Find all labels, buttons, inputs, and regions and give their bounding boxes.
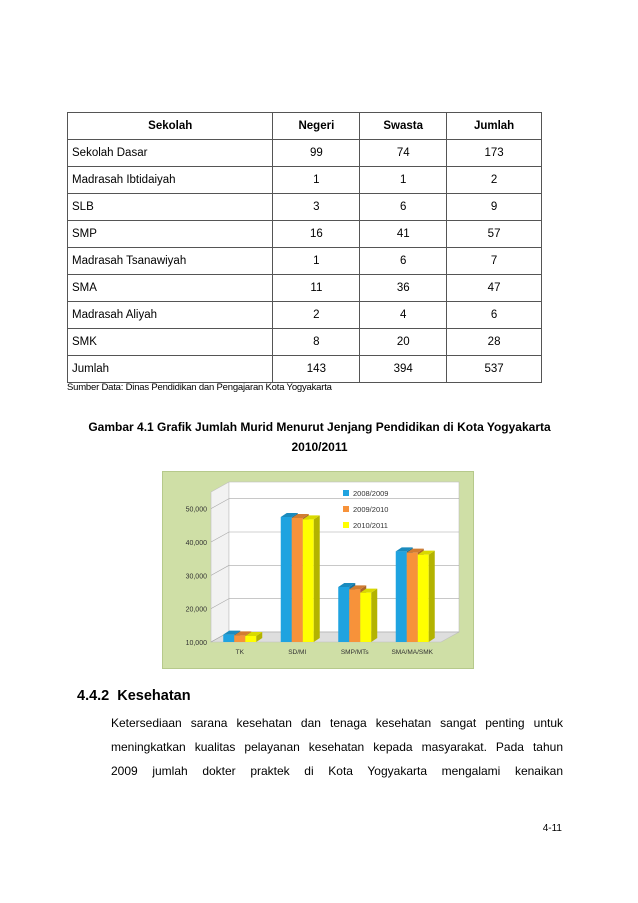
- swasta-cell: 6: [360, 194, 447, 221]
- school-type-cell: Jumlah: [68, 356, 273, 383]
- table-body: [68, 140, 542, 383]
- chart-canvas: [163, 472, 473, 668]
- header-jumlah: Jumlah: [447, 113, 542, 140]
- swasta-cell: 20: [360, 329, 447, 356]
- jumlah-cell: 47: [447, 275, 542, 302]
- bar-sma-ma-smk-2009-2010: [407, 553, 418, 642]
- negeri-cell: 8: [273, 329, 360, 356]
- negeri-cell: 99: [273, 140, 360, 167]
- bar-tk-2009-2010: [234, 635, 245, 642]
- table-row: [68, 275, 542, 302]
- jumlah-cell: 7: [447, 248, 542, 275]
- bar-sd-mi-2009-2010: [292, 518, 303, 642]
- bar-tk-2008-2009: [223, 635, 234, 642]
- swasta-cell: 74: [360, 140, 447, 167]
- figure-caption-year: 2010/2011: [291, 440, 348, 454]
- section-number: 4.4.2: [77, 688, 110, 704]
- negeri-cell: 11: [273, 275, 360, 302]
- legend-label: 2009/2010: [353, 505, 389, 514]
- header-sekolah: Sekolah: [68, 113, 273, 140]
- swasta-cell: 6: [360, 248, 447, 275]
- bar-side: [314, 515, 320, 642]
- legend-label: 2008/2009: [353, 489, 389, 498]
- y-tick-label: 30,000: [185, 573, 207, 581]
- school-type-cell: Madrasah Ibtidaiyah: [68, 167, 273, 194]
- negeri-cell: 2: [273, 302, 360, 329]
- school-type-cell: Madrasah Tsanawiyah: [68, 248, 273, 275]
- swasta-cell: 36: [360, 275, 447, 302]
- school-type-cell: SMP: [68, 221, 273, 248]
- bar-smp-mts-2008-2009: [338, 587, 349, 642]
- table-row: [68, 356, 542, 383]
- table-row: [68, 302, 542, 329]
- negeri-cell: 143: [273, 356, 360, 383]
- page-number: 4-11: [542, 823, 562, 834]
- negeri-cell: 1: [273, 248, 360, 275]
- legend-label: 2010/2011: [353, 521, 388, 530]
- negeri-cell: 1: [273, 167, 360, 194]
- jumlah-cell: 6: [447, 302, 542, 329]
- x-tick-label: SD/MI: [288, 649, 307, 656]
- table-row: [68, 167, 542, 194]
- jumlah-cell: 28: [447, 329, 542, 356]
- bar-side: [429, 551, 435, 642]
- negeri-cell: 16: [273, 221, 360, 248]
- jumlah-cell: 537: [447, 356, 542, 383]
- jumlah-cell: 173: [447, 140, 542, 167]
- table-row: [68, 329, 542, 356]
- table-header-row: [68, 113, 542, 140]
- school-type-cell: Sekolah Dasar: [68, 140, 273, 167]
- school-count-table: [67, 112, 542, 383]
- legend-swatch: [343, 506, 349, 512]
- negeri-cell: 3: [273, 194, 360, 221]
- x-tick-label: TK: [235, 649, 244, 656]
- school-type-cell: Madrasah Aliyah: [68, 302, 273, 329]
- section-title: Kesehatan: [117, 688, 191, 704]
- table-row: [68, 221, 542, 248]
- bar-sma-ma-smk-2010-2011: [418, 555, 429, 642]
- swasta-cell: 41: [360, 221, 447, 248]
- swasta-cell: 394: [360, 356, 447, 383]
- jumlah-cell: 2: [447, 167, 542, 194]
- paragraph-line: Ketersediaan sarana kesehatan dan tenaga kesehatan sangat penting untuk: [111, 716, 563, 730]
- swasta-cell: 4: [360, 302, 447, 329]
- paragraph-line: 2009 jumlah dokter praktek di Kota Yogyakarta mengalami kenaikan: [111, 764, 563, 778]
- legend-swatch: [343, 490, 349, 496]
- y-tick-label: 50,000: [185, 506, 207, 514]
- y-tick-label: 20,000: [185, 606, 207, 614]
- x-tick-label: SMP/MTs: [340, 649, 369, 656]
- figure-caption: Gambar 4.1 Grafik Jumlah Murid Menurut Jenjang Pendidikan di Kota Yogyakarta: [88, 420, 551, 434]
- chart-side-wall: [211, 482, 229, 642]
- y-tick-label: 10,000: [185, 640, 207, 647]
- bar-smp-mts-2010-2011: [360, 593, 371, 642]
- bar-sd-mi-2008-2009: [281, 517, 292, 642]
- x-tick-label: SMA/MA/SMK: [391, 649, 434, 656]
- table-row: [68, 140, 542, 167]
- swasta-cell: 1: [360, 167, 447, 194]
- bar-sd-mi-2010-2011: [303, 519, 314, 642]
- bar-tk-2010-2011: [245, 636, 256, 642]
- section-heading: [77, 688, 191, 704]
- y-tick-label: 40,000: [185, 540, 207, 547]
- header-negeri: Negeri: [273, 113, 360, 140]
- school-type-cell: SLB: [68, 194, 273, 221]
- bar-smp-mts-2009-2010: [349, 589, 360, 642]
- bar-sma-ma-smk-2008-2009: [396, 551, 407, 642]
- legend-swatch: [343, 522, 349, 528]
- header-swasta: Swasta: [360, 113, 447, 140]
- paragraph-line: meningkatkan kualitas pelayanan kesehatan kepada masyarakat. Pada tahun: [111, 740, 563, 754]
- jumlah-cell: 9: [447, 194, 542, 221]
- school-type-cell: SMA: [68, 275, 273, 302]
- table-row: [68, 194, 542, 221]
- school-type-cell: SMK: [68, 329, 273, 356]
- jumlah-cell: 57: [447, 221, 542, 248]
- source-note: Sumber Data: Dinas Pendidikan dan Pengajaran Kota Yogyakarta: [67, 382, 332, 393]
- bar-side: [371, 589, 377, 642]
- table-row: [68, 248, 542, 275]
- student-count-chart: [162, 471, 474, 669]
